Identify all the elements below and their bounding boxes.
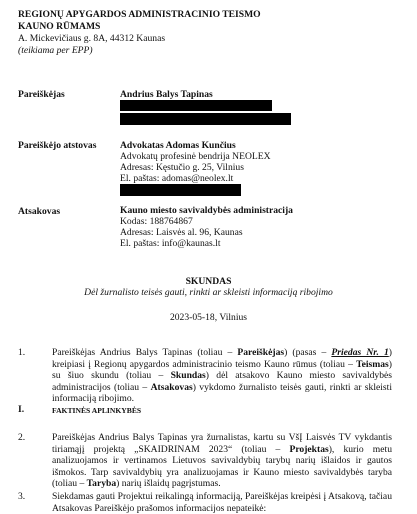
paragraph-2: Pareiškėjas Andrius Balys Tapinas yra žurnalistas, kartu su VšĮ Laisvės TV vykdantis tiriamąjį projektą „SKAIDRINAM 2023“ (toliau – Projektas), kurio metu analizuojamos ir vertinamos Lietuvos savivaldybių tarybų narių išlaidos ir gautos išmokos. Tarp savivaldybių yra analizuojamas ir Kauno miesto savivaldybės taryba (toliau – Taryba) narių išlaidų pagrįstumas. bbox=[52, 432, 392, 489]
document-title: SKUNDAS bbox=[185, 276, 232, 287]
applicant-label: Pareiškėjas bbox=[18, 89, 65, 100]
respondent-address: Adresas: Laisvės al. 96, Kaunas bbox=[120, 227, 243, 238]
paragraph-3: Siekdamas gauti Projektui reikalingą informaciją, Pareiškėjas kreipėsi į Atsakovą, tačiau Atsakovas Pareiškėjo prašomos informacijos nepateikė: bbox=[52, 491, 392, 514]
representative-label: Pareiškėjo atstovas bbox=[18, 140, 97, 151]
court-name-line2: KAUNO RŪMAMS bbox=[18, 21, 101, 32]
applicant-name: Andrius Balys Tapinas bbox=[120, 89, 213, 100]
representative-firm: Advokatų profesinė bendrija NEOLEX bbox=[120, 151, 271, 162]
submission-note: (teikiama per EPP) bbox=[18, 45, 93, 56]
paragraph-number: 3. bbox=[18, 491, 26, 502]
representative-address: Adresas: Kęstučio g. 25, Vilnius bbox=[120, 162, 244, 173]
section-title: FAKTINĖS APLINKYBĖS bbox=[52, 406, 142, 415]
respondent-code: Kodas: 188764867 bbox=[120, 216, 193, 227]
paragraph-number: 1. bbox=[18, 347, 26, 358]
court-name-line1: REGIONŲ APYGARDOS ADMINISTRACINIO TEISMO bbox=[18, 9, 261, 20]
respondent-name: Kauno miesto savivaldybės administracija bbox=[120, 205, 293, 216]
court-address: A. Mickevičiaus g. 8A, 44312 Kaunas bbox=[18, 33, 166, 44]
representative-email: El. paštas: adomas@neolex.lt bbox=[120, 173, 234, 184]
section-number: I. bbox=[18, 404, 25, 415]
document-subtitle: Dėl žurnalisto teisės gauti, rinkti ar skleisti informaciją ribojimo bbox=[84, 287, 333, 298]
representative-name: Advokatas Adomas Kunčius bbox=[120, 140, 236, 151]
document-date: 2023-05-18, Vilnius bbox=[169, 312, 248, 323]
paragraph-1: Pareiškėjas Andrius Balys Tapinas (toliau – Pareiškėjas) (pasas – Priedas Nr. 1) kreipiasi į Regionų apygardos administracinio teismo Kauno rūmus (toliau – Teismas) su šiuo skundu (toliau – Skundas) dėl atsakovo Kauno miesto savivaldybės administracijos (toliau – Atsakovas) vykdomo žurnalisto teisės gauti, rinkti ar skleisti informaciją ribojimo. bbox=[52, 347, 392, 404]
redaction-bar bbox=[120, 113, 291, 125]
respondent-email: El. paštas: info@kaunas.lt bbox=[120, 238, 221, 249]
redaction-bar bbox=[120, 184, 241, 196]
redaction-bar bbox=[120, 100, 272, 111]
respondent-label: Atsakovas bbox=[18, 206, 61, 217]
paragraph-number: 2. bbox=[18, 432, 26, 443]
